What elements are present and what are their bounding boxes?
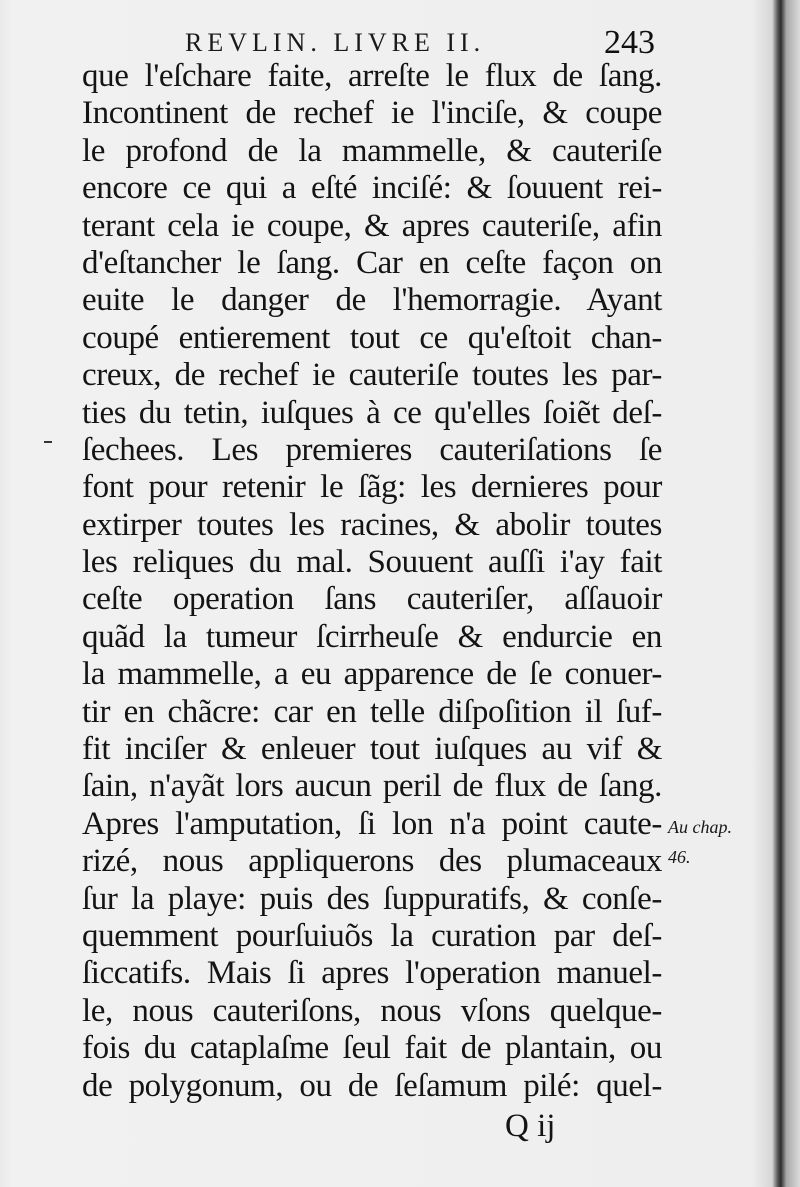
text-line: creux, de rechef ie cauteriſe toutes les par- xyxy=(82,357,662,394)
page-number: 243 xyxy=(604,24,655,61)
text-line: le profond de la mammelle, & cauteriſe xyxy=(82,132,662,169)
text-line: que l'eſchare faite, arreſte le flux de ſang. xyxy=(82,58,662,94)
text-line: terant cela ie coupe, & apres cauteriſe, afin xyxy=(82,207,662,244)
text-line: ſain, n'ayãt lors aucun peril de flux de ſang. xyxy=(82,768,662,805)
text-line: ties du tetin, iuſques à ce qu'elles ſoiẽt deſ- xyxy=(82,394,662,431)
running-title: REVLIN. LIVRE II. xyxy=(185,28,486,57)
text-line: rizé, nous appliquerons des plumaceaux xyxy=(82,843,662,880)
text-line: ſur la playe: puis des ſuppuratifs, & conſe- xyxy=(82,880,662,917)
text-line: le, nous cauteriſons, nous vſons quelque- xyxy=(82,992,662,1029)
text-line: fit inciſer & enleuer tout iuſques au vif & xyxy=(82,731,662,768)
text-line: Incontinent de rechef ie l'inciſe, & coupe xyxy=(82,95,662,132)
text-line: les reliques du mal. Souuent auſſi i'ay fait xyxy=(82,544,662,581)
text-line: la mammelle, a eu apparence de ſe conuer- xyxy=(82,656,662,693)
text-line: d'eſtancher le ſang. Car en ceſte façon on xyxy=(82,244,662,281)
text-line: Apres l'amputation, ſi lon n'a point caute- xyxy=(82,805,662,842)
text-line: ſechees. Les premieres cauteriſations ſe xyxy=(82,431,662,468)
text-line: ceſte operation ſans cauteriſer, aſſauoir xyxy=(82,581,662,618)
text-line: euite le danger de l'hemorragie. Ayant xyxy=(82,282,662,319)
text-line: extirper toutes les racines, & abolir toutes xyxy=(82,506,662,543)
body-text xyxy=(82,58,662,1105)
text-line: de polygonum, ou de ſeſamum pilé: quel- xyxy=(82,1067,662,1104)
margin-note-line: Au chap. xyxy=(668,817,732,837)
text-line: ſiccatifs. Mais ſi apres l'operation manuel- xyxy=(82,955,662,992)
text-line: fois du cataplaſme ſeul fait de plantain, ou xyxy=(82,1030,662,1067)
text-line: tir en chãcre: car en telle diſpoſition il ſuf- xyxy=(82,693,662,730)
text-line: quãd la tumeur ſcirrheuſe & endurcie en xyxy=(82,618,662,655)
margin-note xyxy=(668,812,778,872)
margin-dash-mark xyxy=(44,441,52,443)
text-line: encore ce qui a eſté inciſé: & ſouuent rei- xyxy=(82,170,662,207)
text-line: font pour retenir le ſãg: les dernieres pour xyxy=(82,469,662,506)
margin-note-line: 46. xyxy=(668,847,691,867)
text-line: quemment pourſuiuõs la curation par deſ- xyxy=(82,917,662,954)
signature-mark: Q ij xyxy=(505,1108,556,1144)
text-line: coupé entierement tout ce qu'eſtoit chan- xyxy=(82,319,662,356)
